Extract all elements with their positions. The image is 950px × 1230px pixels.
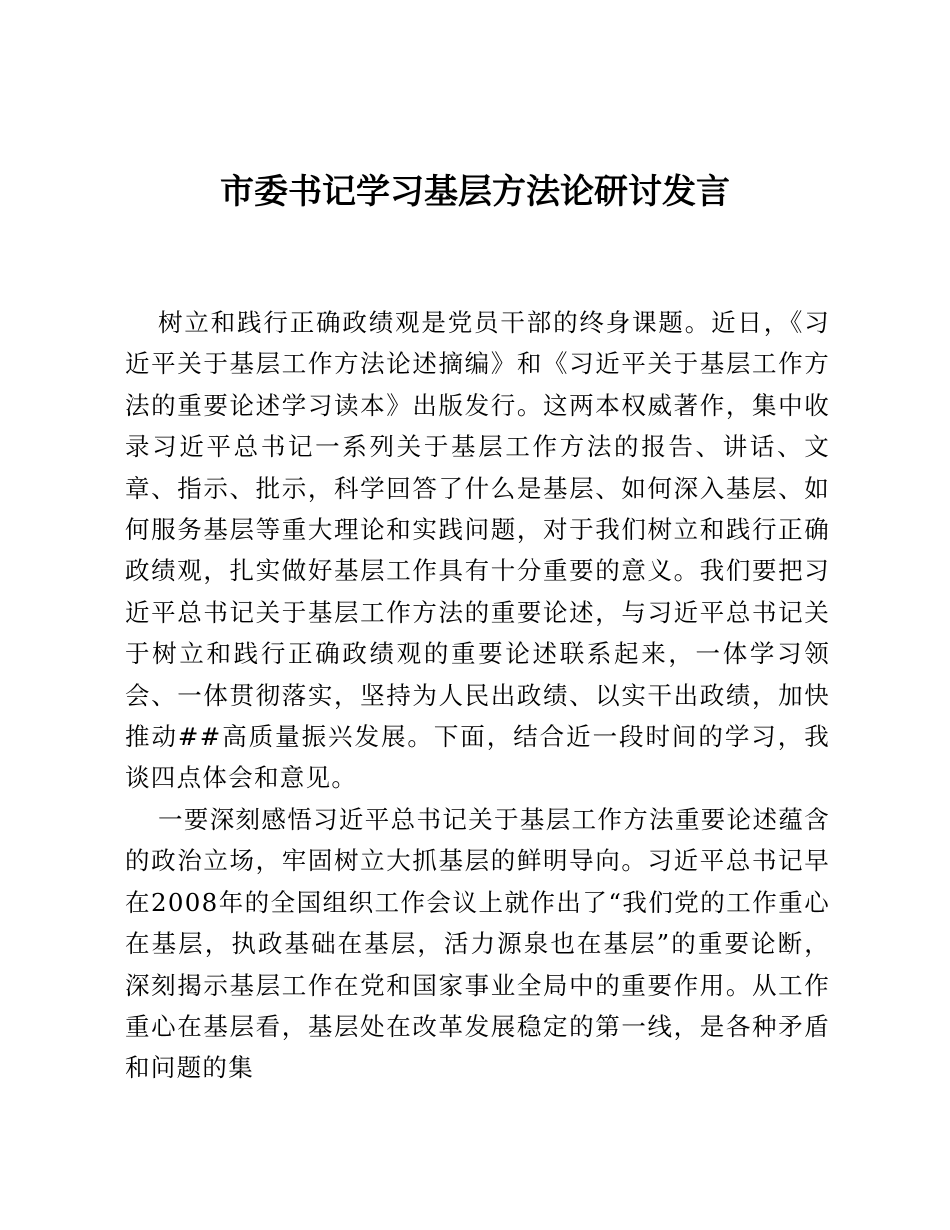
document-body: [125, 302, 830, 1089]
paragraph-2: 一要深刻感悟习近平总书记关于基层工作方法重要论述蕴含的政治立场，牢固树立大抓基层的鲜明导向。习近平总书记早在2008年的全国组织工作会议上就作出了“我们党的工作重心在基层，执政基础在基层，活力源泉也在基层”的重要论断，深刻揭示基层工作在党和国家事业全局中的重要作用。从工作重心在基层看，基层处在改革发展稳定的第一线，是各种矛盾和问题的集: [125, 804, 830, 1083]
paragraph-1: 树立和践行正确政绩观是党员干部的终身课题。近日，《习近平关于基层工作方法论述摘编》和《习近平关于基层工作方法的重要论述学习读本》出版发行。这两本权威著作，集中收录习近平总书记一系列关于基层工作方法的报告、讲话、文章、指示、批示，科学回答了什么是基层、如何深入基层、如何服务基层等重大理论和实践问题，对于我们树立和践行正确政绩观，扎实做好基层工作具有十分重要的意义。我们要把习近平总书记关于基层工作方法的重要论述，与习近平总书记关于树立和践行正确政绩观的重要论述联系起来，一体学习领会、一体贯彻落实，坚持为人民出政绩、以实干出政绩，加快推动##高质量振兴发展。下面，结合近一段时间的学习，我谈四点体会和意见。: [125, 308, 830, 793]
document-title: 市委书记学习基层方法论研讨发言: [220, 172, 730, 212]
